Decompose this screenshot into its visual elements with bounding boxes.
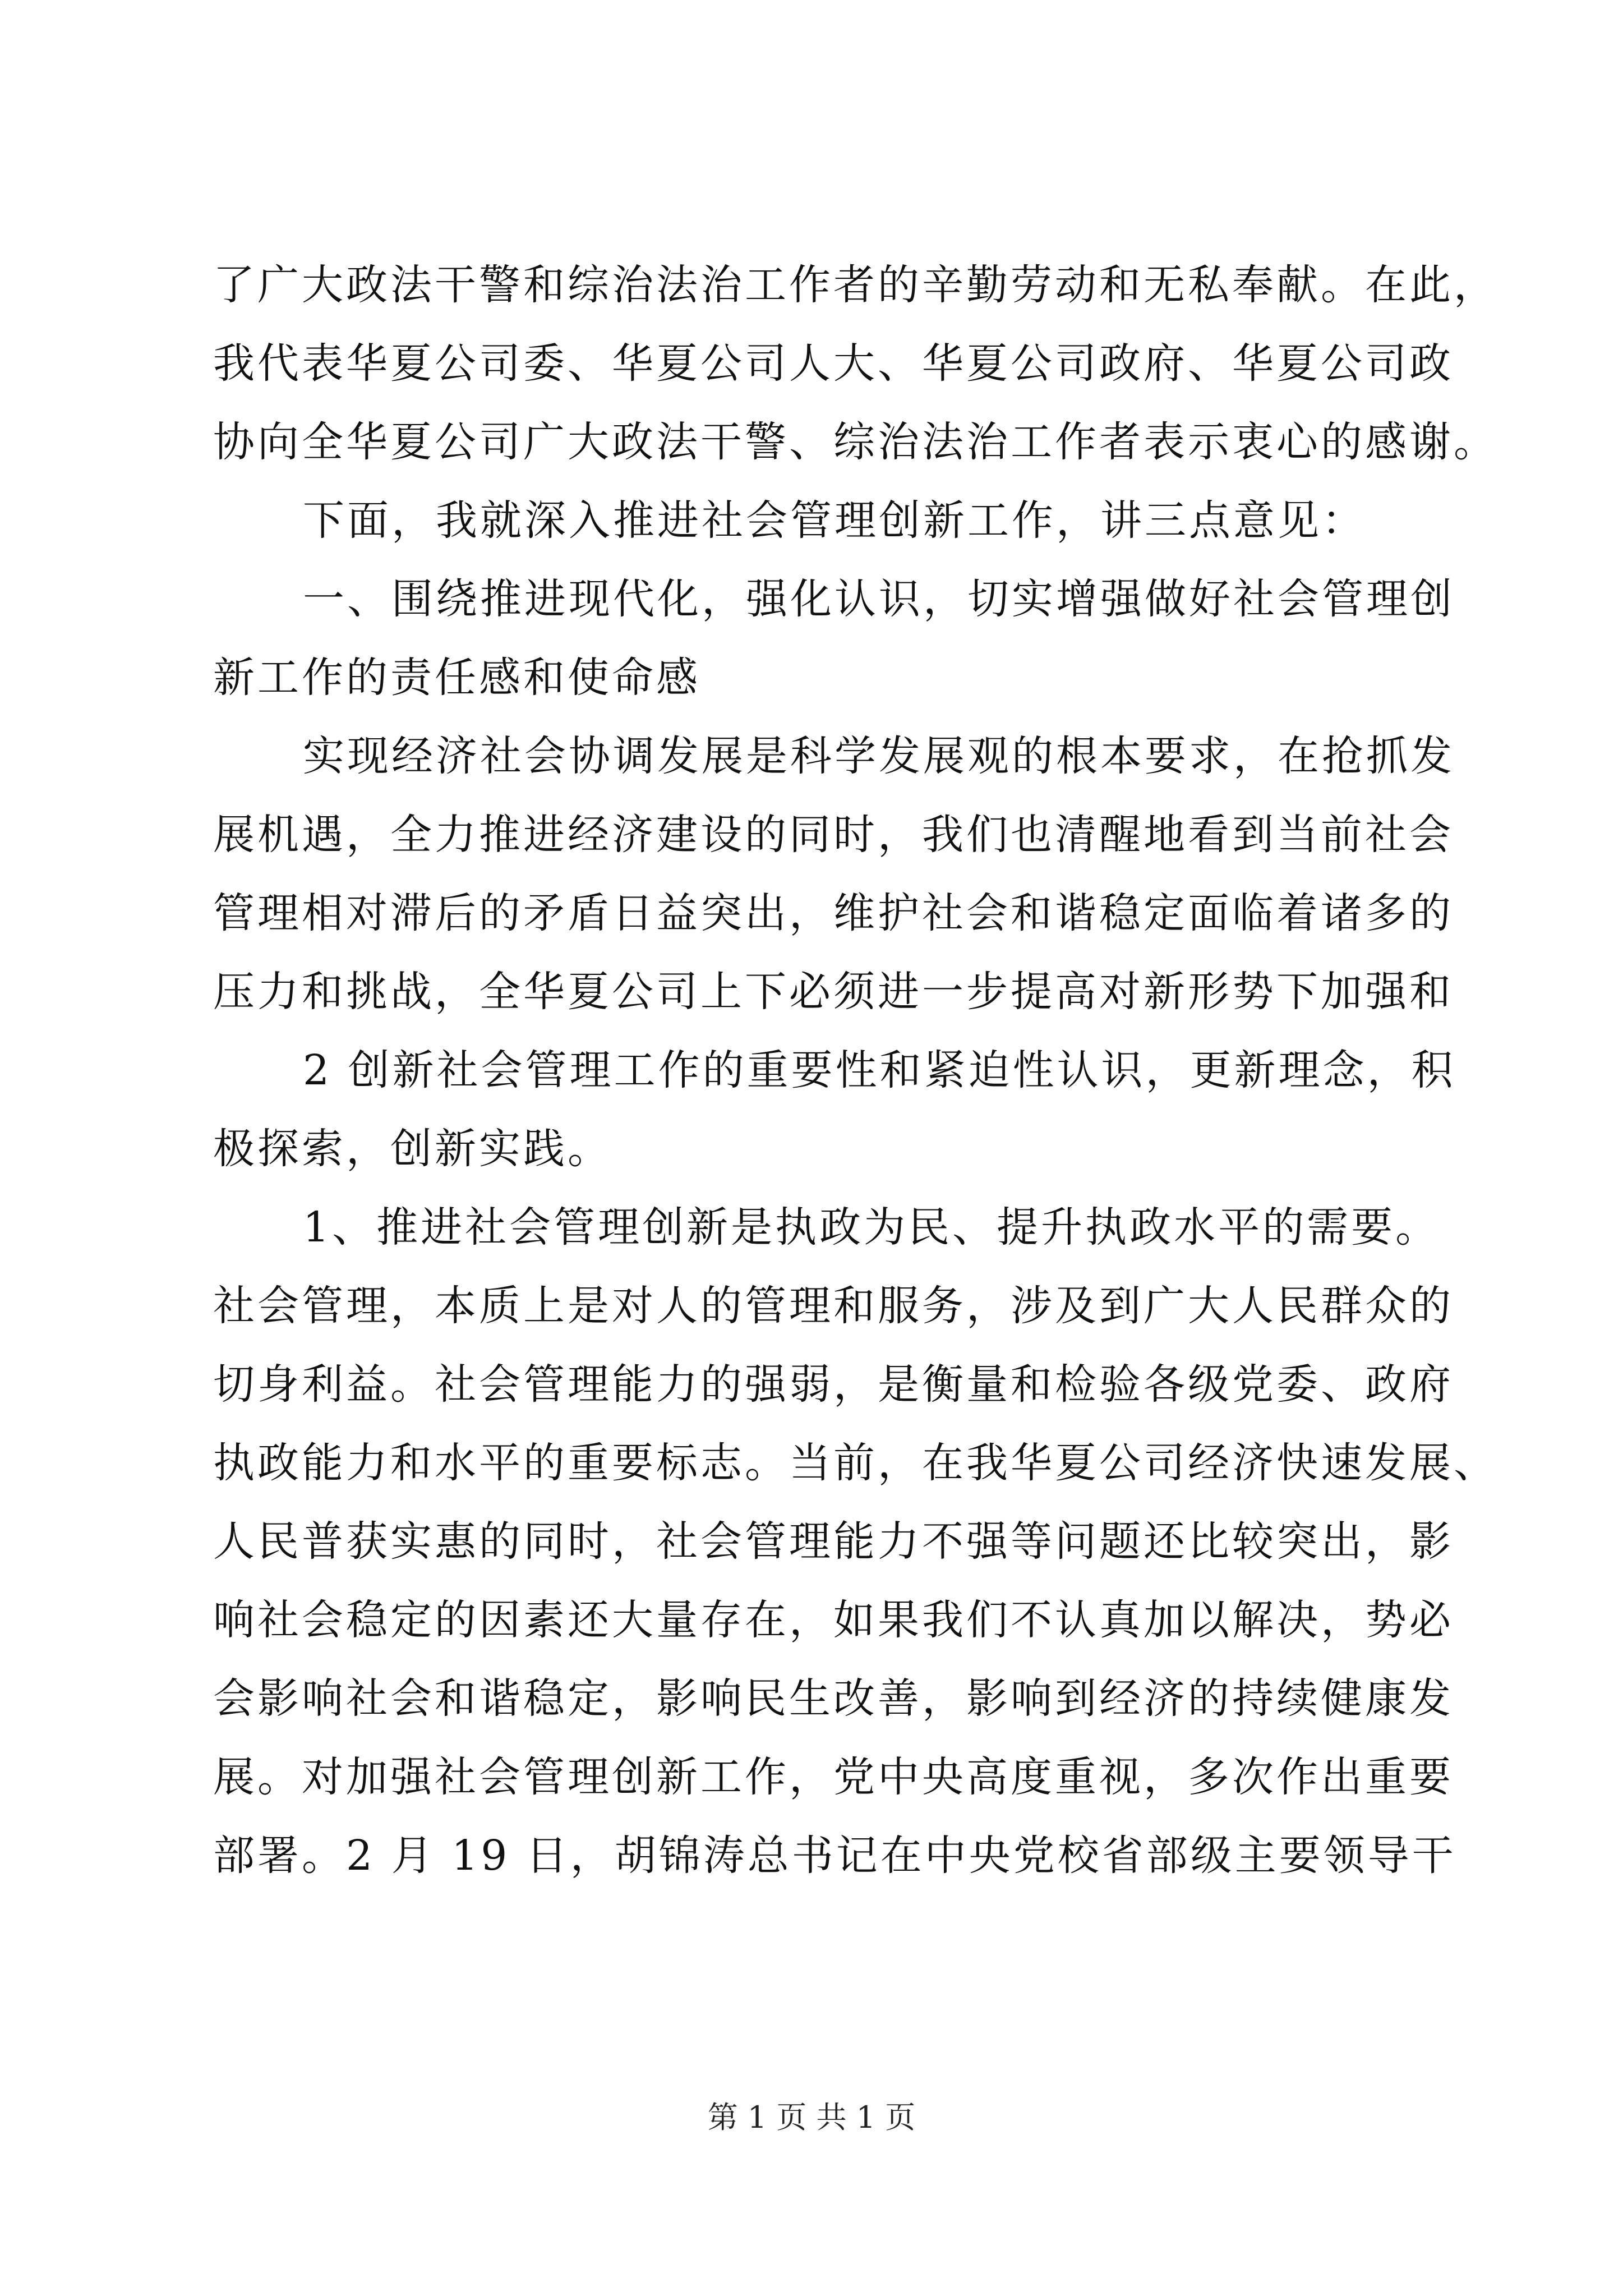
body-line: 2 创新社会管理工作的重要性和紧迫性认识，更新理念，积: [303, 1046, 1456, 1094]
body-line: 协向全华夏公司广大政法干警、综治法治工作者表示衷心的感谢。: [213, 418, 1498, 466]
body-line: 极探索，创新实践。: [213, 1125, 612, 1173]
body-line: 展机遇，全力推进经济建设的同时，我们也清醒地看到当前社会: [213, 811, 1454, 859]
body-line: 我代表华夏公司委、华夏公司人大、华夏公司政府、华夏公司政: [213, 339, 1454, 388]
body-line: 了广大政法干警和综治法治工作者的辛勤劳动和无私奉献。在此，: [213, 261, 1498, 309]
body-line: 展。对加强社会管理创新工作，党中央高度重视，多次作出重要: [213, 1753, 1454, 1801]
body-line: 社会管理，本质上是对人的管理和服务，涉及到广大人民群众的: [213, 1282, 1454, 1330]
body-line: 下面，我就深入推进社会管理创新工作，讲三点意见：: [303, 496, 1366, 545]
body-line: 人民普获实惠的同时，社会管理能力不强等问题还比较突出，影: [213, 1517, 1454, 1566]
page-number-footer: 第 1 页 共 1 页: [707, 2100, 916, 2135]
section-heading-line: 一、围绕推进现代化，强化认识，切实增强做好社会管理创: [303, 575, 1455, 623]
body-line: 会影响社会和谐稳定，影响民生改善，影响到经济的持续健康发: [213, 1674, 1454, 1723]
body-line: 1、推进社会管理创新是执政为民、提升执政水平的需要。: [303, 1203, 1440, 1251]
body-line: 执政能力和水平的重要标志。当前，在我华夏公司经济快速发展、: [213, 1439, 1498, 1487]
body-line: 部署。2 月 19 日，胡锦涛总书记在中央党校省部级主要领导干: [213, 1832, 1456, 1880]
body-line: 压力和挑战，全华夏公司上下必须进一步提高对新形势下加强和: [213, 968, 1454, 1016]
body-line: 切身利益。社会管理能力的强弱，是衡量和检验各级党委、政府: [213, 1360, 1454, 1409]
body-line: 响社会稳定的因素还大量存在，如果我们不认真加以解决，势必: [213, 1596, 1454, 1644]
section-heading-line: 新工作的责任感和使命感: [213, 654, 700, 702]
body-line: 管理相对滞后的矛盾日益突出，维护社会和谐稳定面临着诸多的: [213, 889, 1454, 937]
body-line: 实现经济社会协调发展是科学发展观的根本要求，在抢抓发: [303, 732, 1455, 780]
